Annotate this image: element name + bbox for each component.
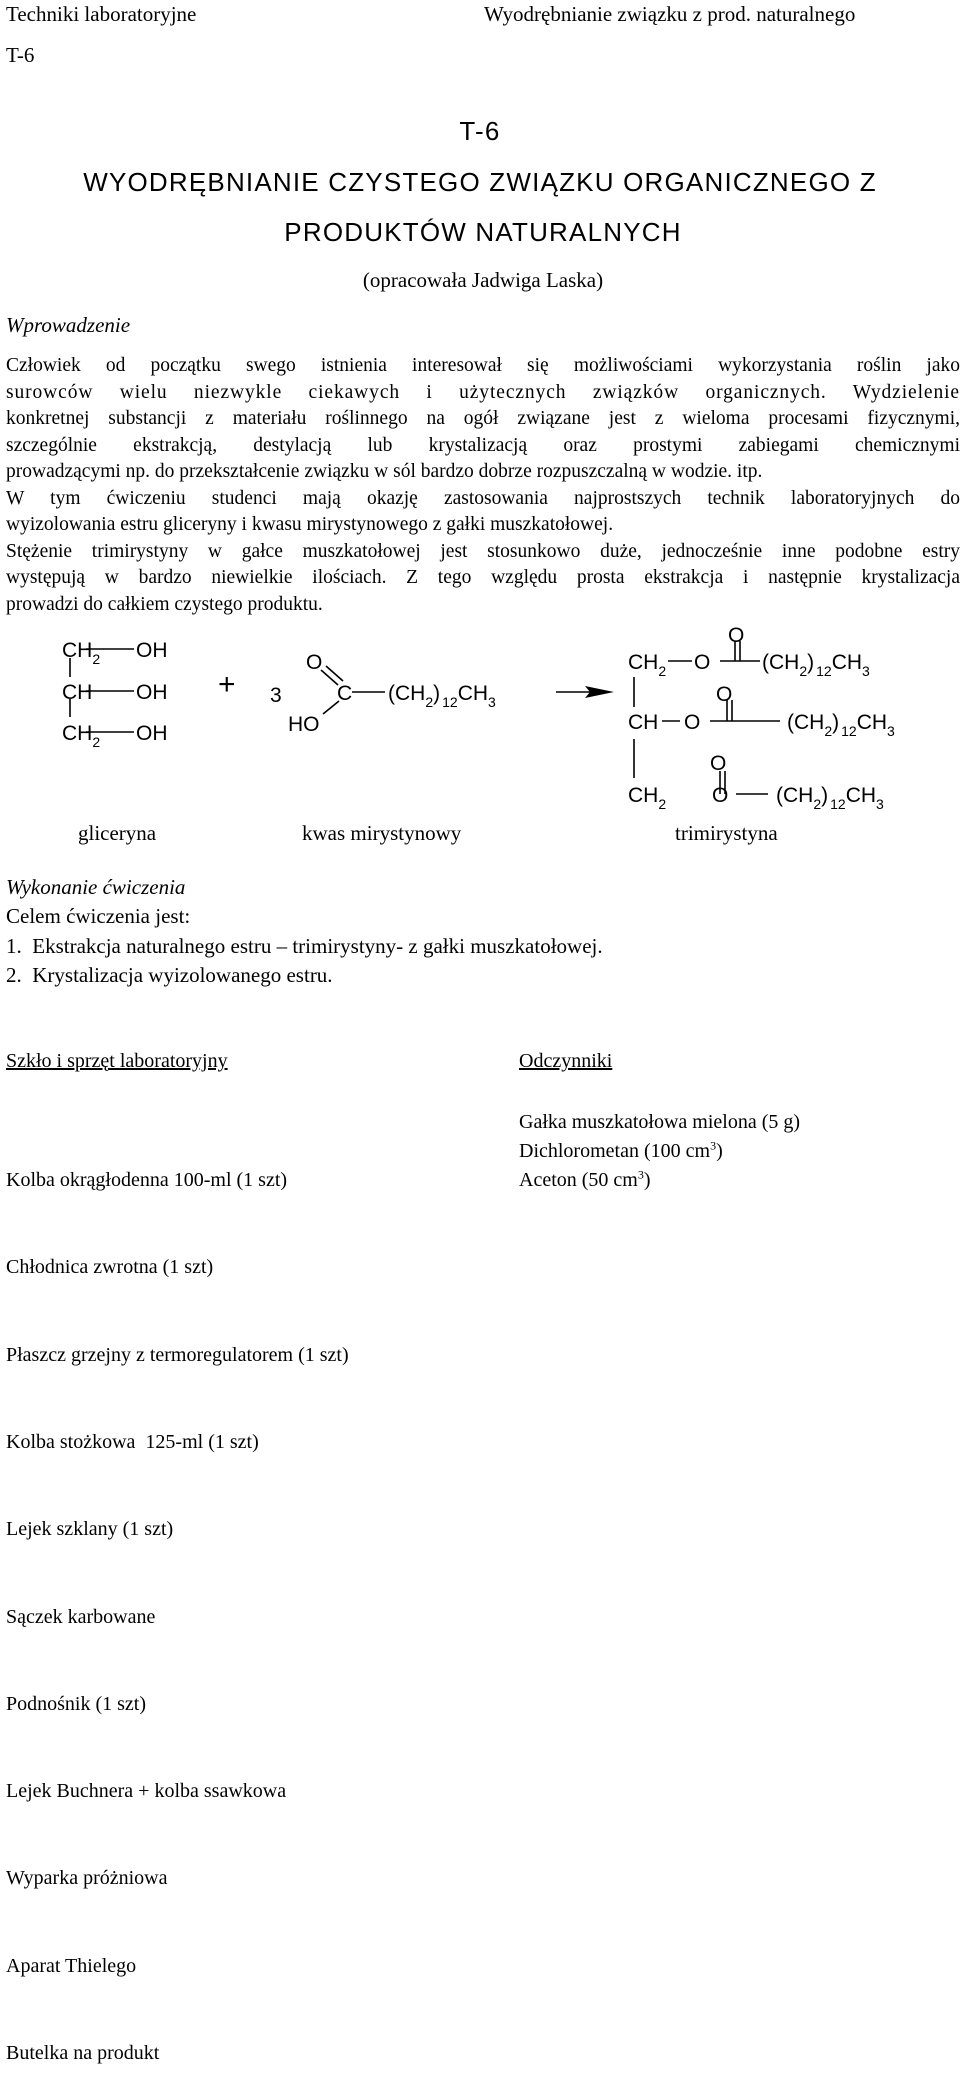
reaction-scheme <box>0 615 960 855</box>
bond <box>326 666 343 681</box>
intro-line: W tym ćwiczeniu studenci mają okazję zastosowania najprostszych technik laboratoryjnych do <box>6 487 960 509</box>
intro-line: Człowiek od początku swego istnienia interesował się możliwościami wykorzystania roślin jako <box>6 355 960 376</box>
glycerol-ch: CH <box>62 681 93 704</box>
procedure-intro: Celem ćwiczenia jest: <box>6 904 191 928</box>
equipment-item: Butelka na produkt <box>6 2042 160 2064</box>
bond <box>321 670 338 685</box>
product-ester-o: O <box>684 711 701 734</box>
svg-text:CH2: $CH_2$ <box>62 639 101 667</box>
glycerol-oh: OH <box>136 681 168 704</box>
procedure-heading: Wykonanie ćwiczenia <box>6 875 186 899</box>
equipment-item: Aparat Thielego <box>6 1954 137 1977</box>
svg-text:CH2: $CH_2$ <box>628 784 667 812</box>
author-line: (opracowała Jadwiga Laska) <box>362 268 604 292</box>
equipment-item: Lejek szklany (1 szt) <box>6 1518 174 1541</box>
reagent-item: Gałka muszkatołowa mielona (5 g) <box>519 1111 801 1133</box>
running-header-right: Wyodrębnianie związku z prod. naturalnego <box>484 2 856 26</box>
intro-line: występują w bardzo niewielkie ilościach. Z tego względu prosta ekstrakcja i następnie krystalizacja <box>6 567 960 588</box>
reagent-item: Aceton (50 $cm^3$) <box>519 1167 651 1192</box>
product-ch: CH <box>628 711 659 734</box>
intro-line: prowadzącymi np. do przekształcenie związku w sól bardzo dobrze rozpuszczalną w wodzie. itp. <box>6 461 763 482</box>
product-ch2: CH <box>628 784 659 807</box>
title-line-1: WYODRĘBNIANIE CZYSTEGO ZWIĄZKU ORGANICZNEGO Z <box>83 167 877 197</box>
equipment-item: Sączek karbowane <box>6 1605 156 1628</box>
intro-heading: Wprowadzenie <box>6 313 131 337</box>
product-chain: $(CH_2)$ $_{12}CH_3$ <box>762 651 870 679</box>
intro-line: Stężenie trimirystyny w gałce muszkatołowej jest stosunkowo duże, jednocześnie inne podobne estry <box>6 540 960 562</box>
product-ester-o: O <box>694 651 711 674</box>
glycerol-ch2: CH <box>62 722 93 745</box>
label-myristic-acid: kwas mirystynowy <box>302 821 462 845</box>
procedure-item-2: 2. Krystalizacja wyizolowanego estru. <box>6 963 333 987</box>
reagents-list <box>519 1108 800 1195</box>
product-chain: $(CH_2)$ $_{12}CH_3$ <box>776 784 884 812</box>
equipment-item: Lejek Buchnera + kolba ssawkowa <box>6 1780 287 1803</box>
glycerol-ch2: CH <box>62 639 93 662</box>
acid-ho: HO <box>288 713 320 736</box>
intro-paragraph <box>6 353 960 618</box>
intro-line: surowców wielu niezwykle ciekawych i użytecznych związków organicznych. Wydzielenie <box>6 381 960 403</box>
stoichiometric-coefficient: 3 <box>270 684 282 707</box>
svg-text:CH2: $CH_2$ <box>628 651 667 679</box>
equipment-item: Wyparka próżniowa <box>6 1867 168 1890</box>
reagents-heading: Odczynniki <box>519 1050 613 1072</box>
reagent-item: Dichlorometan (100 $cm^3$) <box>519 1138 723 1163</box>
equipment-item: Kolba stożkowa 125-ml (1 szt) <box>6 1431 259 1454</box>
svg-text:CH2: $CH_2$ <box>62 722 101 750</box>
equipment-heading: Szkło i sprzęt laboratoryjny <box>6 1050 228 1072</box>
procedure-item-1: 1. Ekstrakcja naturalnego estru – trimirystyny- z gałki muszkatołowej. <box>6 934 603 958</box>
title-line-2: PRODUKTÓW NATURALNYCH <box>284 217 682 247</box>
label-trimyristin: trimirystyna <box>675 821 778 845</box>
equipment-item: Chłodnica zwrotna (1 szt) <box>6 1256 214 1279</box>
acid-carbon: C <box>337 682 353 705</box>
product-carbonyl-o: O <box>710 752 727 775</box>
plus-sign: + <box>218 668 236 701</box>
equipment-list <box>6 1108 349 2097</box>
equipment-item: Podnośnik (1 szt) <box>6 1692 146 1715</box>
running-header-left: Techniki laboratoryjne <box>6 2 197 26</box>
intro-line: szczególnie ekstrakcją, destylacją lub krystalizacją oraz prostymi zabiegami chemicznymi <box>6 434 960 456</box>
intro-line: konkretnej substancji z materiału roślinnego na ogół związane jest z wieloma procesami fizycznymi, <box>6 408 960 429</box>
product-ester-o: O <box>712 784 729 807</box>
product-carbonyl-o: O <box>716 683 733 706</box>
document-code: T-6 <box>6 43 35 67</box>
label-glycerol: gliceryna <box>78 821 157 845</box>
title-code: T-6 <box>459 116 501 146</box>
glycerol-oh: OH <box>136 639 168 662</box>
glycerol-oh: OH <box>136 722 168 745</box>
intro-line: prowadzi do całkiem czystego produktu. <box>6 593 323 615</box>
reaction-arrow <box>556 686 614 698</box>
product-chain: $(CH_2)$ $_{12}CH_3$ <box>787 711 895 739</box>
equipment-item: Płaszcz grzejny z termoregulatorem (1 szt) <box>6 1343 349 1366</box>
acid-chain: $(CH_2)$ $_{12}CH_3$ <box>388 682 496 710</box>
product-ch2: CH <box>628 651 659 674</box>
acid-carbonyl-o: O <box>306 651 323 674</box>
intro-line: wyizolowania estru gliceryny i kwasu mirystynowego z gałki muszkatołowej. <box>6 514 614 535</box>
product-carbonyl-o: O <box>728 624 745 647</box>
equipment-item: Kolba okrągłodenna 100-ml (1 szt) <box>6 1169 288 1192</box>
